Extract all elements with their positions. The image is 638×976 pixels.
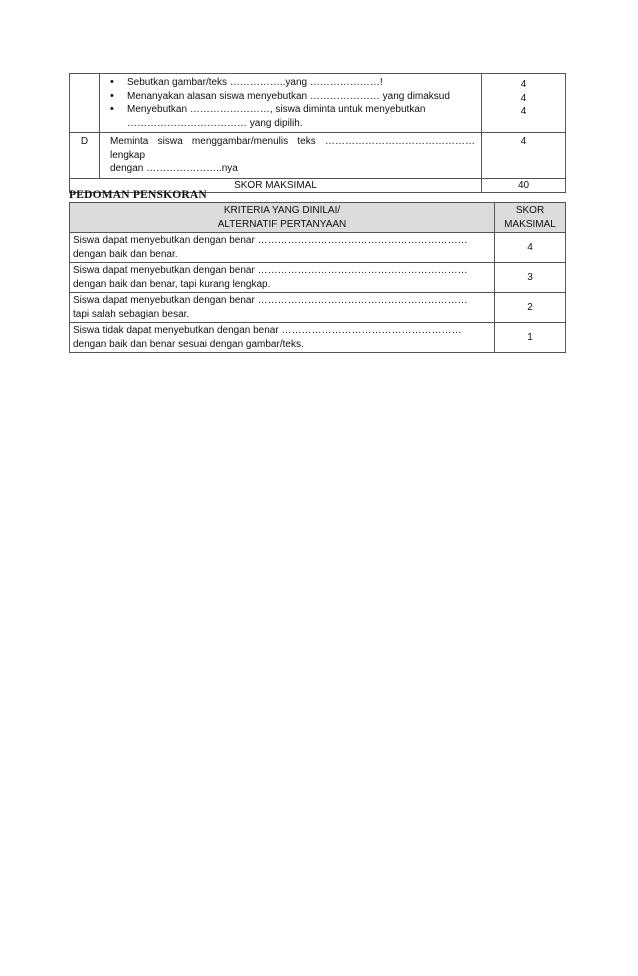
criteria-line2: dengan baik dan benar.: [73, 248, 178, 260]
row-d-line1: Meminta siswa menggambar/menulis teks ………………………………………lengkap: [110, 136, 475, 161]
row-d: [70, 133, 566, 179]
score-header: [495, 203, 566, 233]
bullet-list-cell: [100, 74, 482, 133]
bullet-list: [100, 74, 481, 132]
criteria-line2: tapi salah sebagian besar.: [73, 308, 190, 320]
row-d-label: D: [70, 133, 100, 179]
criteria-header-line2: ALTERNATIF PERTANYAAN: [217, 218, 347, 230]
total-score: 40: [482, 178, 566, 193]
criteria-line1: Siswa dapat menyebutkan dengan benar ………………………………………………………: [73, 295, 468, 306]
bullet-score: 4: [520, 92, 527, 104]
criteria-line1: Siswa dapat menyebutkan dengan benar ………………………………………………………: [73, 265, 468, 276]
row-d-description: [100, 133, 482, 179]
rubric-score: 3: [495, 263, 566, 293]
criteria-line2: dengan baik dan benar sesuai dengan gambar/teks.: [73, 338, 304, 350]
rubric-criteria: [70, 263, 495, 293]
rubric-row: [70, 233, 566, 263]
score-header-line2: MAKSIMAL: [504, 218, 556, 230]
row-d-line2: dengan …………………..nya: [110, 163, 238, 174]
row-d-score: 4: [482, 133, 566, 179]
rubric-header-row: [70, 203, 566, 233]
rubric-row: [70, 263, 566, 293]
criteria-line1: Siswa dapat menyebutkan dengan benar ………………………………………………………: [73, 235, 468, 246]
bullet-item: • Menyebutkan ……………………, siswa diminta untuk menyebutkan ……………………………… yang dipilih.: [110, 103, 477, 130]
rubric-row: [70, 293, 566, 323]
bullet-row: [70, 74, 566, 133]
criteria-header: [70, 203, 495, 233]
section-title: PEDOMAN PENSKORAN: [69, 189, 207, 201]
bullet-item: • Menanyakan alasan siswa menyebutkan ………………… yang dimaksud: [110, 90, 477, 104]
rubric-criteria: [70, 293, 495, 323]
bullet-scores-cell: [482, 74, 566, 133]
rubric-criteria: [70, 233, 495, 263]
assessment-table: [69, 73, 566, 193]
criteria-line1: Siswa tidak dapat menyebutkan dengan benar ………………………………………………: [73, 325, 462, 336]
rubric-score: 1: [495, 323, 566, 353]
bullet-score: 4: [520, 106, 527, 117]
rubric-score: 4: [495, 233, 566, 263]
criteria-line2: dengan baik dan benar, tapi kurang lengkap.: [73, 278, 271, 290]
bullet-item: • Sebutkan gambar/teks ……………..yang …………………!: [110, 76, 477, 90]
rubric-row: [70, 323, 566, 353]
rubric-criteria: [70, 323, 495, 353]
rubric-score: 2: [495, 293, 566, 323]
scoring-rubric-table: [69, 202, 566, 353]
score-header-line1: SKOR: [515, 205, 545, 216]
total-label: SKOR MAKSIMAL: [70, 178, 482, 193]
empty-label-cell: [70, 74, 100, 133]
criteria-header-line1: KRITERIA YANG DINILAI/: [223, 205, 341, 216]
bullet-score: 4: [520, 79, 527, 90]
